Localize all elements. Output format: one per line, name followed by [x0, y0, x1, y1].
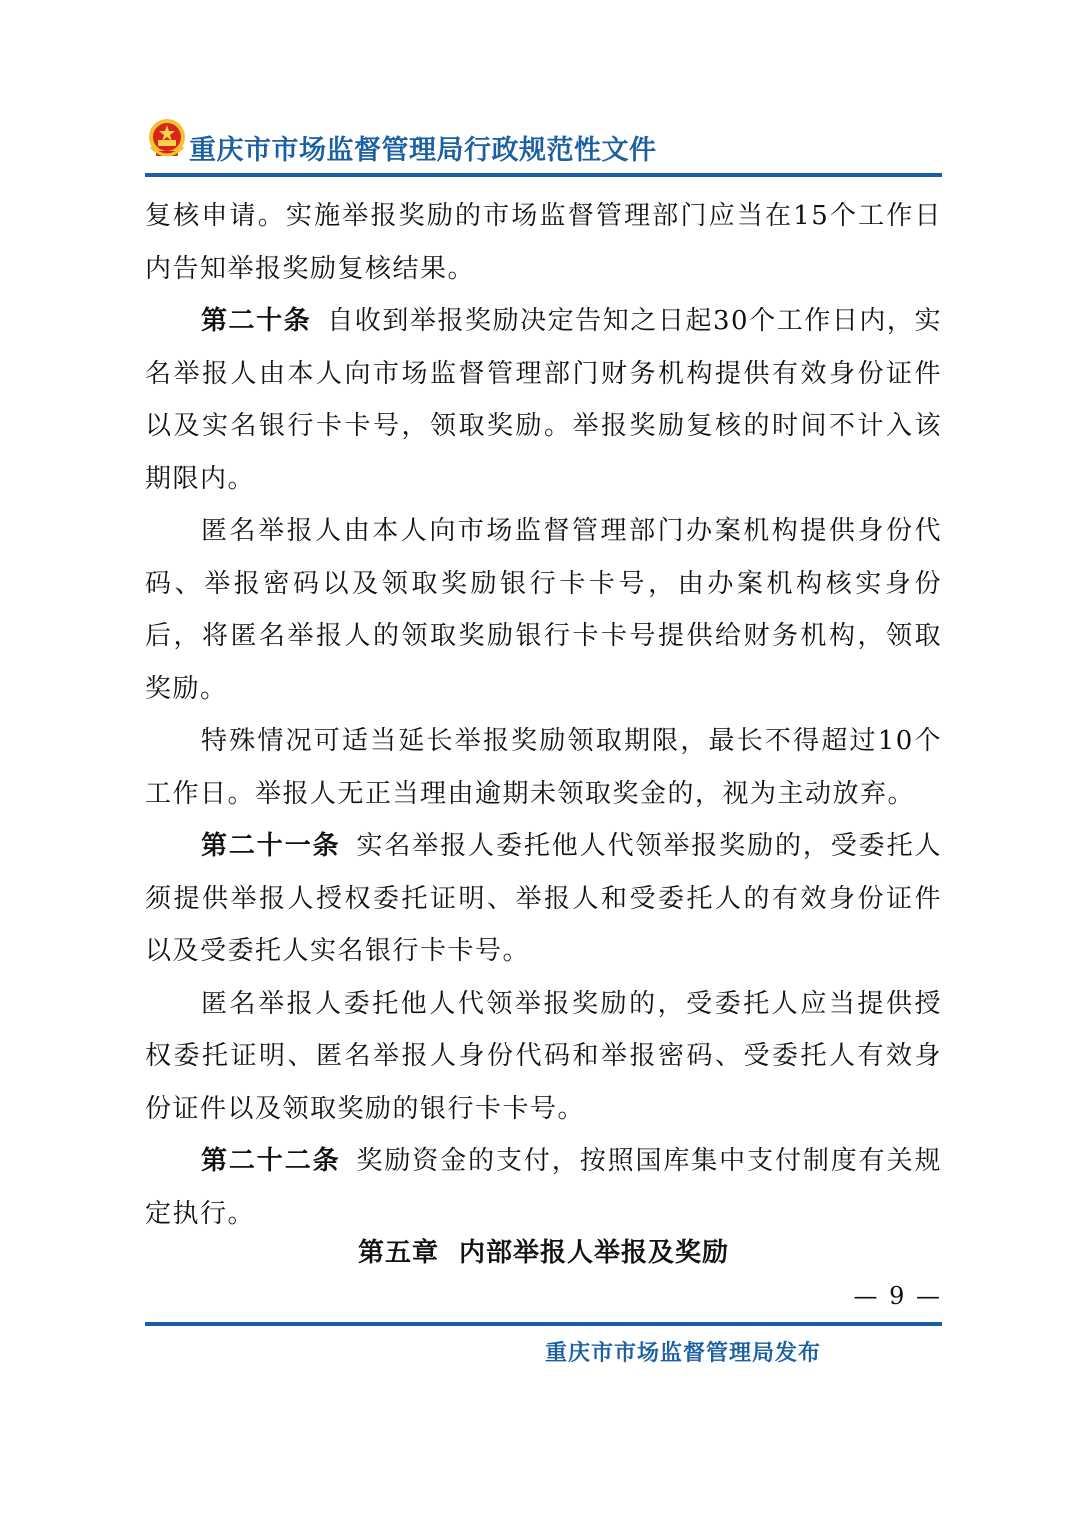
paragraph-text: 匿名举报人由本人向市场监督管理部门办案机构提供身份代码、举报密码以及领取奖励银行卡卡号，由办案机构核实身份后，将匿名举报人的领取奖励银行卡卡号提供给财务机构，领取奖励。: [145, 516, 942, 704]
footer-divider: [145, 1322, 942, 1326]
publisher-footer: 重庆市市场监督管理局发布: [545, 1341, 822, 1366]
paragraph-text: 特殊情况可适当延长举报奖励领取期限，最长不得超过10个工作日。举报人无正当理由逾期未领取奖金的，视为主动放弃。: [145, 726, 942, 809]
paragraph-text: 匿名举报人委托他人代领举报奖励的，受委托人应当提供授权委托证明、匿名举报人身份代码和举报密码、受委托人有效身份证件以及领取奖励的银行卡卡号。: [145, 988, 942, 1124]
chapter-title: 第五章 内部举报人举报及奖励: [357, 1238, 730, 1268]
header-divider: [145, 173, 942, 177]
article-21: [145, 820, 942, 978]
document-body: [145, 190, 942, 1240]
article-22: [145, 1135, 942, 1240]
paragraph: [145, 715, 942, 820]
article-heading: 第二十二条: [201, 1146, 341, 1176]
article-20: [145, 295, 942, 505]
article-heading: 第二十条: [201, 306, 312, 336]
document-series-title: 重庆市市场监督管理局行政规范性文件: [189, 135, 657, 166]
paragraph: [145, 978, 942, 1136]
paragraph-text: 复核申请。实施举报奖励的市场监督管理部门应当在15个工作日内告知举报奖励复核结果。: [145, 201, 942, 284]
paragraph: [145, 505, 942, 715]
article-text: 实名举报人委托他人代领举报奖励的，受委托人须提供举报人授权委托证明、举报人和受委托人的有效身份证件以及受委托人实名银行卡卡号。: [145, 831, 942, 966]
national-emblem-icon: [145, 117, 189, 163]
article-heading: 第二十一条: [201, 831, 341, 861]
page-number: — 9 —: [853, 1282, 942, 1310]
document-header: [145, 112, 945, 172]
paragraph: [145, 190, 942, 295]
article-text: 奖励资金的支付，按照国库集中支付制度有关规定执行。: [145, 1146, 942, 1229]
article-text: 自收到举报奖励决定告知之日起30个工作日内，实名举报人由本人向市场监督管理部门财务机构提供有效身份证件以及实名银行卡卡号，领取奖励。举报奖励复核的时间不计入该期限内。: [145, 306, 942, 494]
